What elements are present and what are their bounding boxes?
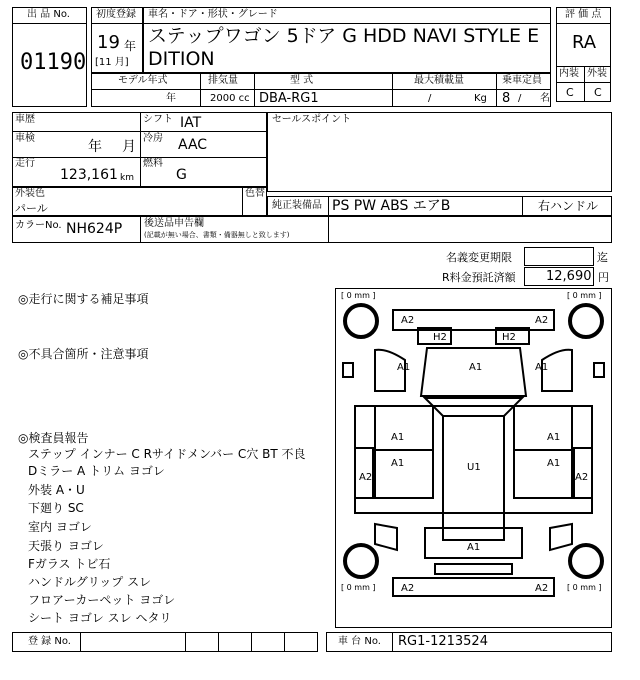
name-change-label: 名義変更期限: [446, 251, 512, 264]
color-box: [12, 187, 267, 216]
name-change-box: [524, 247, 594, 266]
color-no-value: NH624P: [66, 221, 123, 237]
color-value: パール: [15, 202, 48, 215]
exterior-label: 外装: [587, 68, 607, 79]
name-change-unit: 迄: [597, 251, 608, 264]
ac-label: 冷房: [143, 133, 163, 144]
mark-rear-door-right: A1: [547, 458, 561, 469]
lot-number: 01190: [20, 50, 87, 75]
fuel-value: G: [176, 167, 187, 183]
score-value: RA: [572, 32, 597, 53]
inspection-label: 車検: [15, 133, 35, 144]
equipment-label: 純正装備品: [272, 200, 322, 211]
mark-rear-door-left: A1: [391, 458, 405, 469]
max-load-label: 最大積載量: [414, 75, 464, 86]
mirror-left: [343, 363, 353, 377]
inspection-year: 年: [88, 139, 102, 155]
capacity-sep: /: [518, 93, 522, 104]
score-label: 評 価 点: [565, 9, 602, 20]
docs-note: (記載が無い場合、書類・備器無しと致します): [144, 231, 290, 239]
displacement-label: 排気量: [208, 75, 238, 86]
reg-no-label: 登 録 No.: [28, 636, 71, 647]
mark-headlight-left: H2: [433, 332, 447, 343]
tire-rl-depth: [ 0 mm ]: [341, 583, 376, 592]
first-reg-label: 初度登録: [96, 9, 136, 20]
capacity-unit: 名: [540, 93, 550, 104]
car-damage-diagram: [335, 288, 612, 628]
mark-fender-left: A1: [397, 362, 411, 373]
mark-roof: U1: [467, 462, 481, 473]
model-year-label: モデル年式: [118, 75, 168, 86]
defects-label: ◎不具合箇所・注意事項: [18, 347, 149, 361]
lot-label: 出 品 No.: [27, 9, 70, 20]
mark-front-door-left: A1: [391, 432, 405, 443]
chassis-number: RG1-1213524: [398, 634, 488, 649]
displacement-value: 2000 cc: [210, 93, 250, 104]
steering-value: 右ハンドル: [538, 199, 599, 213]
mark-hood: A1: [469, 362, 483, 373]
mark-front-bumper-left: A2: [401, 315, 415, 326]
equipment-value: PS PW ABS エアB: [332, 198, 451, 214]
tire-fr-depth: [ 0 mm ]: [567, 291, 602, 300]
recycle-unit: 円: [598, 271, 609, 284]
capacity-label: 乗車定員: [502, 75, 542, 86]
inspector-line-4: 下廻り SC: [28, 501, 84, 515]
mark-rear-quarter-right: A2: [575, 472, 589, 483]
sales-point-label: セールスポイント: [272, 114, 352, 125]
inspector-line-7: Fガラス トビ石: [28, 557, 111, 571]
mirror-right: [594, 363, 604, 377]
tire-fl-depth: [ 0 mm ]: [341, 291, 376, 300]
mark-rear-quarter-left: A2: [359, 472, 373, 483]
mark-headlight-right: H2: [502, 332, 516, 343]
shift-label: シフト: [143, 114, 173, 125]
inspector-line-5: 室内 ヨゴレ: [28, 520, 92, 534]
inspector-line-1: ステップ インナー C Rサイドメンバー C穴 BT 不良: [28, 447, 306, 461]
tire-rear-left: [345, 545, 377, 577]
interior-label: 内装: [559, 68, 579, 79]
front-door-right: [514, 406, 572, 450]
color-change-label: 色替: [245, 188, 265, 199]
tire-front-left: [345, 305, 377, 337]
mark-front-bumper-right: A2: [535, 315, 549, 326]
model-year-unit: 年: [166, 93, 176, 104]
mark-rear-bumper-right: A2: [535, 583, 549, 594]
fuel-label: 燃料: [143, 158, 163, 169]
first-reg-month: [11 月]: [95, 57, 129, 68]
rear-door-right: [514, 450, 572, 498]
car-name-line2: DITION: [148, 48, 215, 70]
tail-light-right: [550, 524, 572, 550]
inspector-label: ◎検査員報告: [18, 431, 89, 445]
shift-value: IAT: [180, 115, 202, 131]
type-value: DBA-RG1: [259, 91, 319, 106]
exterior-grade: C: [594, 86, 602, 99]
recycle-label: R料金預託済額: [442, 271, 516, 284]
inspector-line-8: ハンドルグリップ スレ: [28, 575, 152, 589]
capacity-value: 8: [502, 91, 511, 106]
tire-rear-right: [570, 545, 602, 577]
inspector-line-3: 外装 A・U: [28, 483, 85, 497]
mark-rear-bumper-left: A2: [401, 583, 415, 594]
color-label: 外装色: [15, 188, 45, 199]
inspector-line-10: シート ヨゴレ スレ ヘタリ: [28, 611, 172, 625]
max-load-unit: Kg: [474, 93, 487, 104]
mark-rear-gate: A1: [467, 542, 481, 553]
ac-value: AAC: [178, 137, 208, 153]
front-door-left: [375, 406, 433, 450]
license-plate-area: [435, 564, 512, 574]
tire-front-right: [570, 305, 602, 337]
mileage-label: 走行: [15, 158, 35, 169]
driving-notes-label: ◎走行に関する補足事項: [18, 292, 149, 306]
color-no-label: カラーNo.: [15, 220, 62, 231]
car-name-line1: ステップワゴン 5ドア G HDD NAVI STYLE E: [148, 25, 540, 47]
roof: [443, 416, 504, 540]
tire-rr-depth: [ 0 mm ]: [567, 583, 602, 592]
interior-grade: C: [566, 86, 574, 99]
inspector-line-9: フロアーカーペット ヨゴレ: [28, 593, 176, 607]
rear-bumper: [393, 578, 554, 596]
mileage-unit: km: [120, 173, 134, 183]
inspector-line-2: Dミラー A トリム ヨゴレ: [28, 464, 165, 478]
mileage-value: 123,161: [60, 167, 118, 183]
history-label: 車歴: [15, 114, 35, 125]
max-load-sep: /: [428, 93, 432, 104]
recycle-value: 12,690: [546, 269, 592, 284]
inspection-month: 月: [122, 139, 136, 155]
tail-light-left: [375, 524, 397, 550]
inspector-line-6: 天張り ヨゴレ: [28, 539, 104, 553]
type-label: 型 式: [290, 75, 314, 86]
car-name-label: 車名・ドア・形状・グレード: [148, 9, 278, 20]
docs-label: 後送品申告欄: [144, 218, 204, 229]
mark-fender-right: A1: [535, 362, 549, 373]
chassis-label: 車 台 No.: [338, 636, 381, 647]
first-reg-year: 19: [97, 32, 120, 53]
mark-front-door-right: A1: [547, 432, 561, 443]
first-reg-year-unit: 年: [124, 39, 137, 53]
